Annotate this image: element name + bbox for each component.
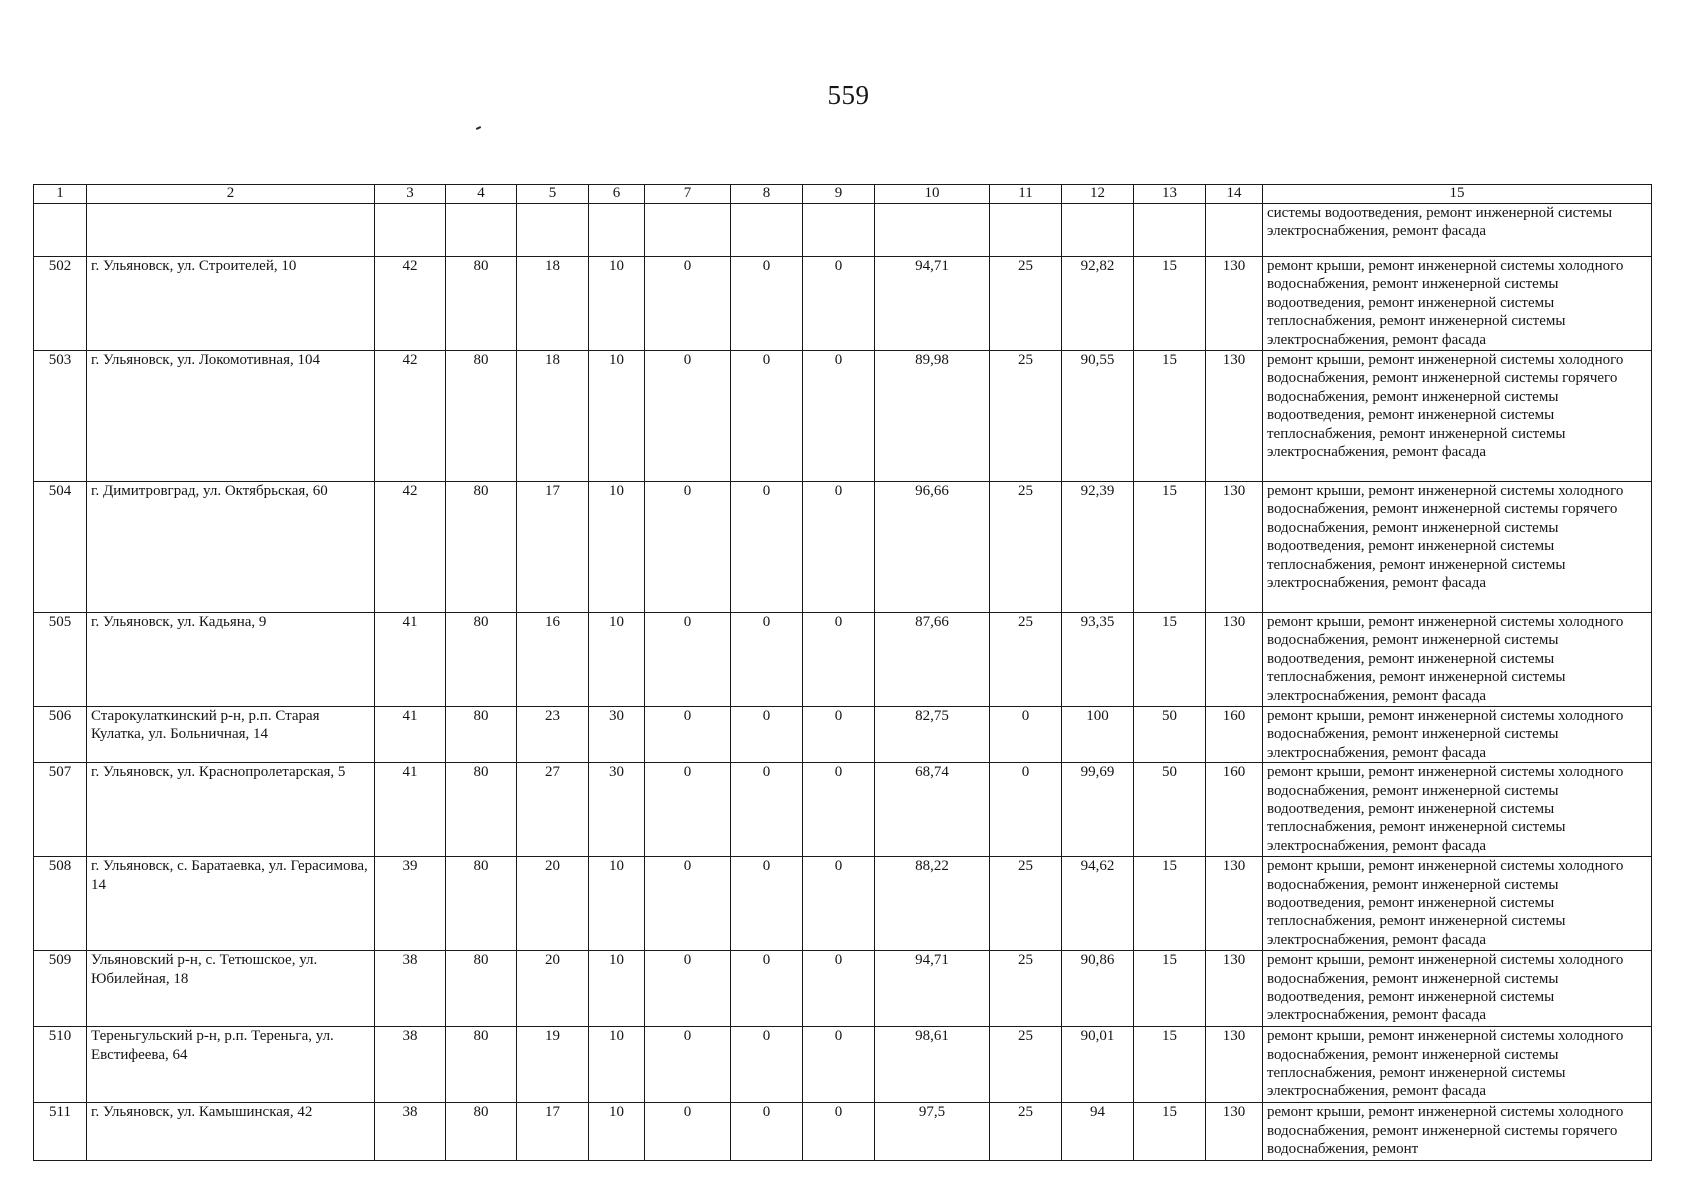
address-cell: Тереньгульский р-н, р.п. Тереньга, ул. Евстифеева, 64: [87, 1027, 375, 1103]
value-cell: 0: [803, 257, 875, 351]
value-cell: 90,55: [1062, 351, 1134, 482]
value-cell: 130: [1206, 1027, 1263, 1103]
value-cell: 0: [645, 613, 731, 707]
value-cell: 80: [446, 482, 517, 613]
value-cell: 80: [446, 707, 517, 763]
value-cell: 80: [446, 1103, 517, 1161]
value-cell: 0: [990, 707, 1062, 763]
value-cell: 15: [1134, 351, 1206, 482]
value-cell: 94,71: [875, 257, 990, 351]
register-table: [33, 184, 1652, 1161]
value-cell: 30: [589, 763, 645, 857]
value-cell: 68,74: [875, 763, 990, 857]
value-cell: 0: [731, 707, 803, 763]
value-cell: 25: [990, 613, 1062, 707]
work-list-cell: ремонт крыши, ремонт инженерной системы холодного водоснабжения, ремонт инженерной системы водоотведения, ремонт инженерной системы теплоснабжения, ремонт инженерной системы электроснабжения, ремонт фасада: [1263, 257, 1652, 351]
value-cell: 38: [375, 951, 446, 1027]
work-list-cell: ремонт крыши, ремонт инженерной системы холодного водоснабжения, ремонт инженерной системы водоотведения, ремонт инженерной системы теплоснабжения, ремонт инженерной системы электроснабжения, ремонт фасада: [1263, 763, 1652, 857]
value-cell: 130: [1206, 482, 1263, 613]
value-cell: 0: [990, 763, 1062, 857]
value-cell: 15: [1134, 1027, 1206, 1103]
work-list-cell: ремонт крыши, ремонт инженерной системы холодного водоснабжения, ремонт инженерной системы горячего водоснабжения, ремонт инженерной системы водоотведения, ремонт инженерной системы теплоснабжения, ремонт инженерной системы электроснабжения, ремонт фасада: [1263, 351, 1652, 482]
column-header: 5: [517, 185, 589, 204]
scan-speck: [476, 126, 481, 130]
value-cell: 10: [589, 951, 645, 1027]
value-cell: 0: [645, 707, 731, 763]
value-cell: 94,71: [875, 951, 990, 1027]
column-header: 13: [1134, 185, 1206, 204]
value-cell: 27: [517, 763, 589, 857]
value-cell: 0: [731, 1103, 803, 1161]
value-cell: 90,86: [1062, 951, 1134, 1027]
table-row: [34, 1027, 1652, 1103]
column-header: 9: [803, 185, 875, 204]
address-cell: г. Ульяновск, ул. Кадьяна, 9: [87, 613, 375, 707]
value-cell: 0: [803, 482, 875, 613]
address-cell: г. Ульяновск, ул. Локомотивная, 104: [87, 351, 375, 482]
column-header: 1: [34, 185, 87, 204]
value-cell: 80: [446, 763, 517, 857]
value-cell: 130: [1206, 857, 1263, 951]
value-cell: 10: [589, 1027, 645, 1103]
value-cell: 96,66: [875, 482, 990, 613]
value-cell: 42: [375, 351, 446, 482]
value-cell: 0: [645, 1103, 731, 1161]
column-header: 6: [589, 185, 645, 204]
row-id-cell: 502: [34, 257, 87, 351]
value-cell: 0: [731, 1027, 803, 1103]
value-cell: 130: [1206, 257, 1263, 351]
value-cell: 93,35: [1062, 613, 1134, 707]
value-cell: 160: [1206, 707, 1263, 763]
value-cell: 20: [517, 951, 589, 1027]
value-cell: 50: [1134, 707, 1206, 763]
value-cell: 0: [803, 763, 875, 857]
value-cell: 25: [990, 857, 1062, 951]
value-cell: 0: [803, 1103, 875, 1161]
value-cell: 80: [446, 857, 517, 951]
value-cell: 50: [1134, 763, 1206, 857]
value-cell: 0: [645, 763, 731, 857]
value-cell: 17: [517, 482, 589, 613]
address-cell: Старокулаткинский р-н, р.п. Старая Кулатка, ул. Больничная, 14: [87, 707, 375, 763]
value-cell: 15: [1134, 482, 1206, 613]
header-row: [34, 185, 1652, 204]
value-cell: 10: [589, 613, 645, 707]
value-cell: 0: [645, 257, 731, 351]
row-id-cell: 511: [34, 1103, 87, 1161]
value-cell: 25: [990, 951, 1062, 1027]
table-row: [34, 351, 1652, 482]
table-row: [34, 257, 1652, 351]
value-cell: 10: [589, 351, 645, 482]
column-header: 7: [645, 185, 731, 204]
table-row: [34, 707, 1652, 763]
value-cell: 15: [1134, 857, 1206, 951]
value-cell: 18: [517, 351, 589, 482]
value-cell: 0: [731, 351, 803, 482]
value-cell: 80: [446, 1027, 517, 1103]
column-header: 11: [990, 185, 1062, 204]
value-cell: 0: [645, 951, 731, 1027]
value-cell: 100: [1062, 707, 1134, 763]
value-cell: 16: [517, 613, 589, 707]
value-cell: 80: [446, 613, 517, 707]
row-id-cell: 510: [34, 1027, 87, 1103]
address-cell: г. Ульяновск, ул. Строителей, 10: [87, 257, 375, 351]
value-cell: 25: [990, 351, 1062, 482]
value-cell: 0: [803, 707, 875, 763]
continuation-row: [34, 204, 1652, 257]
value-cell: 80: [446, 951, 517, 1027]
value-cell: 15: [1134, 1103, 1206, 1161]
value-cell: 25: [990, 257, 1062, 351]
value-cell: 41: [375, 707, 446, 763]
value-cell: 80: [446, 351, 517, 482]
value-cell: 38: [375, 1027, 446, 1103]
value-cell: 92,82: [1062, 257, 1134, 351]
value-cell: 10: [589, 482, 645, 613]
value-cell: 130: [1206, 351, 1263, 482]
value-cell: 23: [517, 707, 589, 763]
value-cell: 0: [803, 951, 875, 1027]
value-cell: 130: [1206, 1103, 1263, 1161]
row-id-cell: 507: [34, 763, 87, 857]
row-id-cell: 503: [34, 351, 87, 482]
value-cell: 10: [589, 257, 645, 351]
value-cell: 25: [990, 482, 1062, 613]
table-row: [34, 951, 1652, 1027]
work-list-cell: ремонт крыши, ремонт инженерной системы холодного водоснабжения, ремонт инженерной системы водоотведения, ремонт инженерной системы теплоснабжения, ремонт инженерной системы электроснабжения, ремонт фасада: [1263, 613, 1652, 707]
work-list-cell: ремонт крыши, ремонт инженерной системы холодного водоснабжения, ремонт инженерной системы водоотведения, ремонт инженерной системы теплоснабжения, ремонт инженерной системы электроснабжения, ремонт фасада: [1263, 857, 1652, 951]
address-cell: г. Димитровград, ул. Октябрьская, 60: [87, 482, 375, 613]
value-cell: 41: [375, 613, 446, 707]
value-cell: 42: [375, 482, 446, 613]
column-header: 3: [375, 185, 446, 204]
column-header: 15: [1263, 185, 1652, 204]
value-cell: 130: [1206, 613, 1263, 707]
column-header: 2: [87, 185, 375, 204]
value-cell: 0: [731, 482, 803, 613]
value-cell: 20: [517, 857, 589, 951]
value-cell: 94: [1062, 1103, 1134, 1161]
value-cell: 39: [375, 857, 446, 951]
value-cell: 15: [1134, 257, 1206, 351]
column-header: 10: [875, 185, 990, 204]
value-cell: 160: [1206, 763, 1263, 857]
table-row: [34, 763, 1652, 857]
value-cell: 88,22: [875, 857, 990, 951]
value-cell: 0: [803, 1027, 875, 1103]
column-header: 4: [446, 185, 517, 204]
value-cell: 10: [589, 857, 645, 951]
address-cell: Ульяновский р-н, с. Тетюшское, ул. Юбилейная, 18: [87, 951, 375, 1027]
value-cell: 15: [1134, 613, 1206, 707]
value-cell: 19: [517, 1027, 589, 1103]
value-cell: 0: [731, 951, 803, 1027]
value-cell: 38: [375, 1103, 446, 1161]
value-cell: 94,62: [1062, 857, 1134, 951]
table-row: [34, 613, 1652, 707]
value-cell: 0: [803, 351, 875, 482]
row-id-cell: 509: [34, 951, 87, 1027]
value-cell: 0: [645, 1027, 731, 1103]
value-cell: 89,98: [875, 351, 990, 482]
value-cell: 0: [731, 613, 803, 707]
address-cell: г. Ульяновск, с. Баратаевка, ул. Герасимова, 14: [87, 857, 375, 951]
value-cell: 130: [1206, 951, 1263, 1027]
column-header: 12: [1062, 185, 1134, 204]
address-cell: г. Ульяновск, ул. Краснопролетарская, 5: [87, 763, 375, 857]
row-id-cell: 508: [34, 857, 87, 951]
value-cell: 30: [589, 707, 645, 763]
value-cell: 0: [803, 857, 875, 951]
value-cell: 0: [731, 763, 803, 857]
value-cell: 17: [517, 1103, 589, 1161]
value-cell: 25: [990, 1103, 1062, 1161]
value-cell: 0: [731, 857, 803, 951]
row-id-cell: 504: [34, 482, 87, 613]
page-number: 559: [827, 80, 870, 110]
value-cell: 0: [803, 613, 875, 707]
value-cell: 42: [375, 257, 446, 351]
value-cell: 80: [446, 257, 517, 351]
table-row: [34, 857, 1652, 951]
column-header: 14: [1206, 185, 1263, 204]
column-header: 8: [731, 185, 803, 204]
value-cell: 99,69: [1062, 763, 1134, 857]
value-cell: 0: [731, 257, 803, 351]
value-cell: 92,39: [1062, 482, 1134, 613]
value-cell: 82,75: [875, 707, 990, 763]
table-row: [34, 1103, 1652, 1161]
value-cell: 97,5: [875, 1103, 990, 1161]
value-cell: 0: [645, 857, 731, 951]
row-id-cell: 506: [34, 707, 87, 763]
row-id-cell: 505: [34, 613, 87, 707]
value-cell: 87,66: [875, 613, 990, 707]
work-list-cell: ремонт крыши, ремонт инженерной системы холодного водоснабжения, ремонт инженерной системы горячего водоснабжения, ремонт инженерной системы водоотведения, ремонт инженерной системы теплоснабжения, ремонт инженерной системы электроснабжения, ремонт фасада: [1263, 482, 1652, 613]
work-list-cell: ремонт крыши, ремонт инженерной системы холодного водоснабжения, ремонт инженерной системы электроснабжения, ремонт фасада: [1263, 707, 1652, 763]
value-cell: 15: [1134, 951, 1206, 1027]
value-cell: 0: [645, 351, 731, 482]
value-cell: 18: [517, 257, 589, 351]
value-cell: 10: [589, 1103, 645, 1161]
work-list-cell: ремонт крыши, ремонт инженерной системы холодного водоснабжения, ремонт инженерной системы водоотведения, ремонт инженерной системы электроснабжения, ремонт фасада: [1263, 951, 1652, 1027]
work-list-cell: системы водоотведения, ремонт инженерной системы электроснабжения, ремонт фасада: [1263, 204, 1652, 257]
work-list-cell: ремонт крыши, ремонт инженерной системы холодного водоснабжения, ремонт инженерной системы горячего водоснабжения, ремонт: [1263, 1103, 1652, 1161]
value-cell: 90,01: [1062, 1027, 1134, 1103]
value-cell: 25: [990, 1027, 1062, 1103]
work-list-cell: ремонт крыши, ремонт инженерной системы холодного водоснабжения, ремонт инженерной системы теплоснабжения, ремонт инженерной системы электроснабжения, ремонт фасада: [1263, 1027, 1652, 1103]
value-cell: 98,61: [875, 1027, 990, 1103]
value-cell: 41: [375, 763, 446, 857]
value-cell: 0: [645, 482, 731, 613]
table-row: [34, 482, 1652, 613]
address-cell: г. Ульяновск, ул. Камышинская, 42: [87, 1103, 375, 1161]
